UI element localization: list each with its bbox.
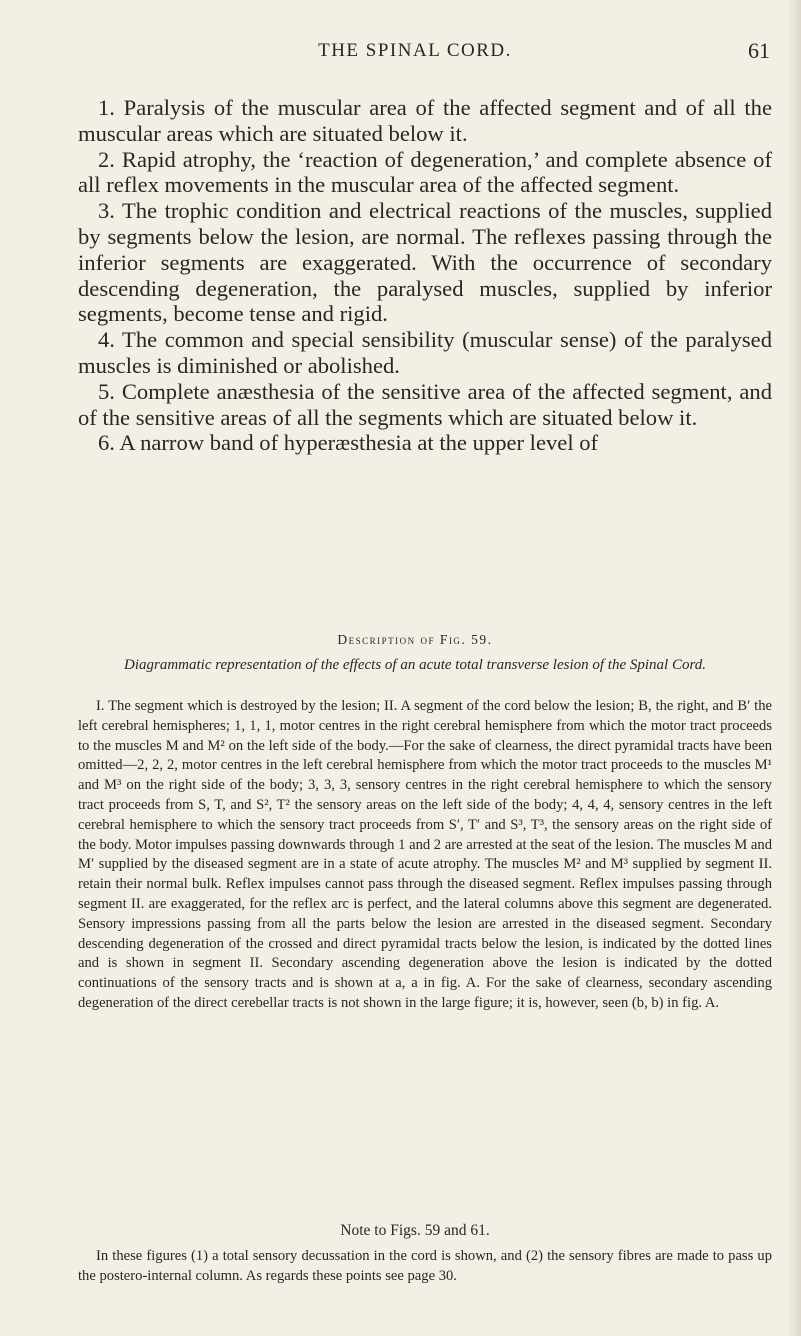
symptom-item: 2. Rapid atrophy, the ‘reaction of degeneration,’ and complete absence of all reflex movements in the muscular area of the affected segment. (78, 146, 772, 198)
symptom-item: 5. Complete anæsthesia of the sensitive area of the affected segment, and of the sensitive areas of all the segments which are situated below it. (78, 378, 772, 430)
figure-description-paragraph: I. The segment which is destroyed by the lesion; II. A segment of the cord below the lesion; B, the right, and B′ the left cerebral hemispheres; 1, 1, 1, motor centres in the right cerebral hemisphere from which the motor tract proceeds to the muscles M and M² on the left side of the body.—For the sake of clearness, the direct pyramidal tracts have been omitted—2, 2, 2, motor centres in the left cerebral hemisphere from which the motor tract proceeds to the muscles M¹ and M³ on the right side of the body; 3, 3, 3, sensory centres in the right cerebral hemisphere to which the sensory tract proceeds from S, T, and S², T² the sensory areas on the left side of the body; 4, 4, 4, sensory centres in the left cerebral hemisphere to which the sensory tract proceeds from S′, T′ and S³, T³, the sensory areas on the right side of the body. Motor impulses passing downwards through 1 and 2 are arrested at the seat of the lesion. The muscles M and M′ supplied by the diseased segment are in a state of acute atrophy. The muscles M² and M³ supplied by segment II. retain their normal bulk. Reflex impulses cannot pass through the diseased segment. Reflex impulses passing through segment II. are exaggerated, for the reflex arc is perfect, and the lateral columns above this segment are degenerated. Sensory impressions passing from all the parts below the lesion are arrested in the diseased segment. Secondary descending degeneration of the crossed and direct pyramidal tracts below the lesion, is indicated by the dotted lines and is shown in segment II. Secondary ascending degeneration above the lesion is indicated by the dotted continuations of the sensory tracts and is shown at a, a in fig. A. For the sake of clearness, secondary ascending degeneration of the direct cerebellar tracts is not shown in the large figure; it is, however, seen (b, b) in fig. A. (78, 698, 772, 1011)
note-body (78, 1247, 772, 1287)
symptom-item: 4. The common and special sensibility (muscular sense) of the paralysed muscles is diminished or abolished. (78, 327, 772, 378)
page-edge-shadow (787, 0, 801, 1336)
note-heading: Note to Figs. 59 and 61. (340, 1222, 490, 1239)
page-number: 61 (748, 38, 770, 63)
note-paragraph: In these figures (1) a total sensory decussation in the cord is shown, and (2) the sensory fibres are made to pass up the postero-internal column. As regards these points see page 30. (78, 1248, 772, 1284)
symptom-item: 6. A narrow band of hyperæsthesia at the upper level of (98, 430, 599, 456)
symptom-list (78, 95, 772, 456)
symptom-item: 3. The trophic condition and electrical reactions of the muscles, supplied by segments below the lesion, are normal. The reflexes passing through the inferior segments are exaggerated. With the occurrence of secondary descending degeneration, the paralysed muscles, supplied by inferior segments, become tense and rigid. (78, 198, 772, 327)
running-title: THE SPINAL CORD. (318, 40, 512, 61)
figure-description-heading: Description of Fig. 59. (337, 632, 493, 647)
symptom-item: 1. Paralysis of the muscular area of the affected segment and of all the muscular areas which are situated below it. (78, 95, 772, 146)
figure-description-body (78, 697, 772, 1014)
figure-description-subtitle: Diagrammatic representation of the effects of an acute total transverse lesion of the Spinal Cord. (123, 657, 706, 673)
page-header (60, 38, 770, 68)
